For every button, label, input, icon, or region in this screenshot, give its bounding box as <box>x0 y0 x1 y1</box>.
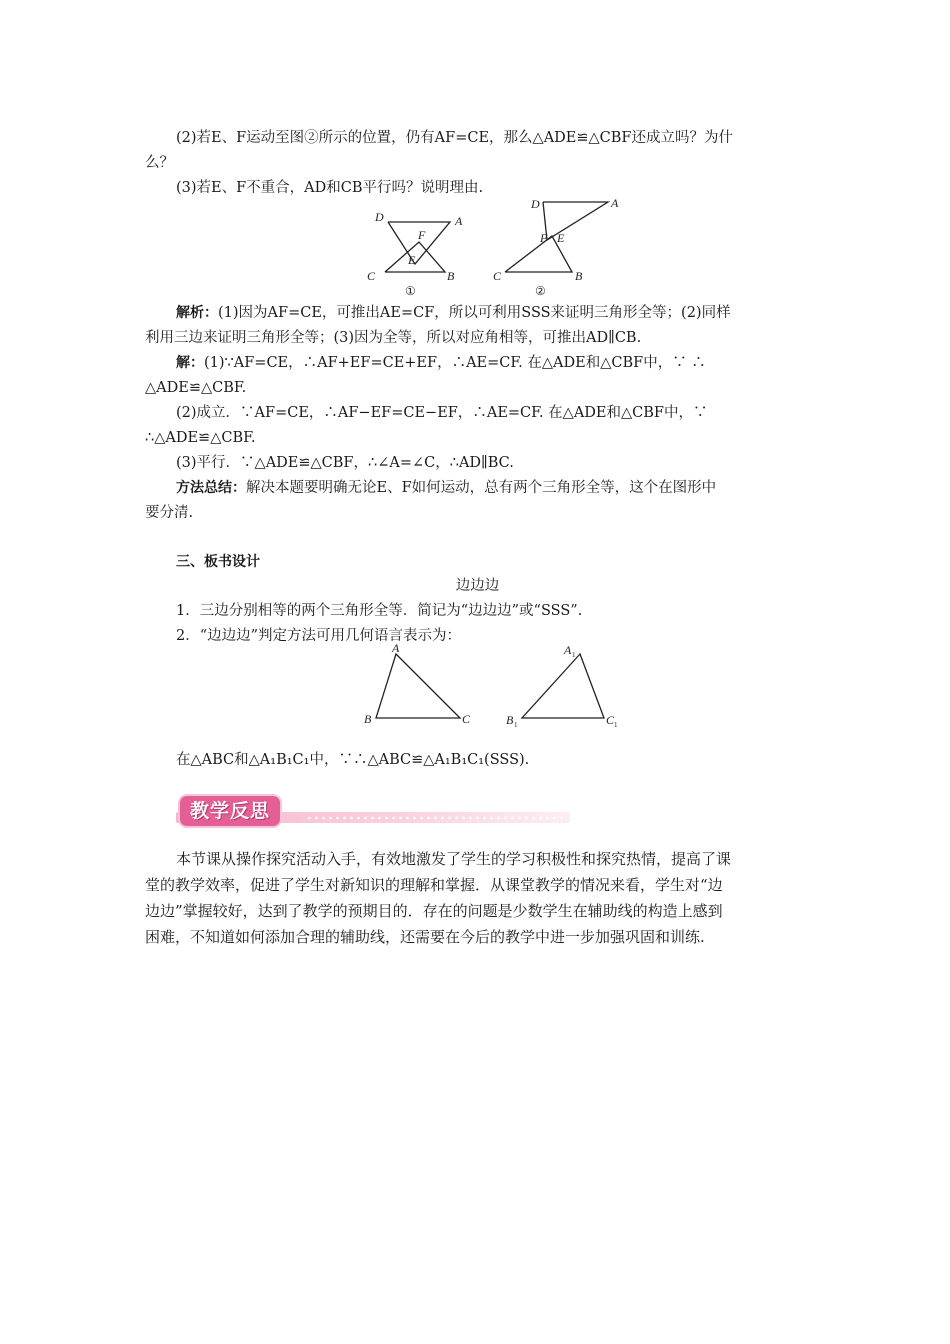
solution-label: 解： <box>176 355 204 371</box>
triangle-a1b1c1 <box>522 654 604 718</box>
fig2-label-f: F <box>540 231 548 245</box>
analysis-line-2: 利用三边来证明三角形全等；(3)因为全等，所以对应角相等，可推出AD∥CB. <box>145 330 642 346</box>
fig1-label-f: F <box>418 228 426 242</box>
fig2-label-e: E <box>557 231 565 245</box>
fig2-label-d: D <box>531 197 540 211</box>
label-b1-sub: 1 <box>514 721 518 729</box>
solution-line-1: 解：(1)∵AF=CE，∴AF+EF=CE+EF，∴AE=CF. 在△ADE和△CBF中，∵ ∴ <box>176 355 706 371</box>
summary-line-2: 要分清. <box>145 505 194 521</box>
fig1-caption: ① <box>405 284 416 298</box>
question-2-line-2: 么？ <box>145 155 174 171</box>
fig2-caption: ② <box>535 284 546 298</box>
label-a: A <box>392 642 400 655</box>
label-b1: B <box>506 713 514 727</box>
reflection-line-2: 堂的教学效率，促进了学生对新知识的理解和掌握．从课堂教学的情况来看，学生对“边 <box>145 876 723 894</box>
label-a1: A <box>564 643 572 657</box>
solution-line-3: (2)成立．∵AF=CE，∴AF−EF=CE−EF，∴AE=CF. 在△ADE和△CBF中，∵ <box>176 405 708 421</box>
question-2-line-1: (2)若E、F运动至图②所示的位置，仍有AF=CE，那么△ADE≌△CBF还成立吗？为什 <box>176 130 733 146</box>
fig1-label-b: B <box>447 269 455 283</box>
board-title: 边边边 <box>455 578 500 594</box>
fig2-triangle-ade <box>543 202 608 240</box>
label-c: C <box>462 712 471 726</box>
board-item-2: 2．“边边边”判定方法可用几何语言表示为： <box>176 628 462 644</box>
fig1-label-c: C <box>367 269 376 283</box>
question-3-line: (3)若E、F不重合，AD和CB平行吗？说明理由. <box>176 180 484 196</box>
fig2-label-b: B <box>575 269 583 283</box>
fig2-label-c: C <box>493 269 502 283</box>
triangle-abc <box>376 654 460 718</box>
solution-line-2: △ADE≌△CBF. <box>145 380 247 396</box>
analysis-line-1: 解析：(1)因为AF=CE，可推出AE=CF，所以可利用SSS来证明三角形全等；(2)同样 <box>176 305 731 321</box>
fig2-label-a: A <box>611 196 619 210</box>
solution-line-5: (3)平行．∵△ADE≌△CBF，∴∠A=∠C，∴AD∥BC. <box>176 455 514 471</box>
reflection-line-4: 困难，不知道如何添加合理的辅助线，还需要在今后的教学中进一步加强巩固和训练. <box>145 928 705 946</box>
label-c1-sub: 1 <box>614 721 618 729</box>
teaching-reflection-banner <box>176 796 570 828</box>
fig1-label-e: E <box>408 253 416 267</box>
banner-title: 教学反思 <box>180 796 280 826</box>
section-3-heading: 三、板书设计 <box>176 554 260 570</box>
board-item-1: 1．三边分别相等的两个三角形全等．简记为“边边边”或“SSS”. <box>176 603 583 619</box>
reflection-line-1: 本节课从操作探究活动入手，有效地激发了学生的学习积极性和探究热情，提高了课 <box>176 850 732 868</box>
reflection-line-3: 边边”掌握较好，达到了教学的预期目的．存在的问题是少数学生在辅助线的构造上感到 <box>145 902 723 920</box>
figure-moving-points <box>355 192 635 300</box>
fig1-label-d: D <box>375 210 384 224</box>
figure-sss-triangles <box>360 642 630 734</box>
label-c1: C <box>606 713 615 727</box>
banner-dots <box>306 816 566 820</box>
summary-line-1: 方法总结：解决本题要明确无论E、F如何运动，总有两个三角形全等，这个在图形中 <box>176 480 717 496</box>
fig1-label-a: A <box>455 214 463 228</box>
sss-conclusion: 在△ABC和△A₁B₁C₁中，∵∴△ABC≌△A₁B₁C₁(SSS). <box>176 752 530 768</box>
label-b: B <box>364 712 372 726</box>
summary-label: 方法总结： <box>176 480 246 496</box>
analysis-label: 解析： <box>176 305 218 321</box>
label-a1-sub: 1 <box>572 651 576 659</box>
solution-line-4: ∴△ADE≌△CBF. <box>145 430 256 446</box>
